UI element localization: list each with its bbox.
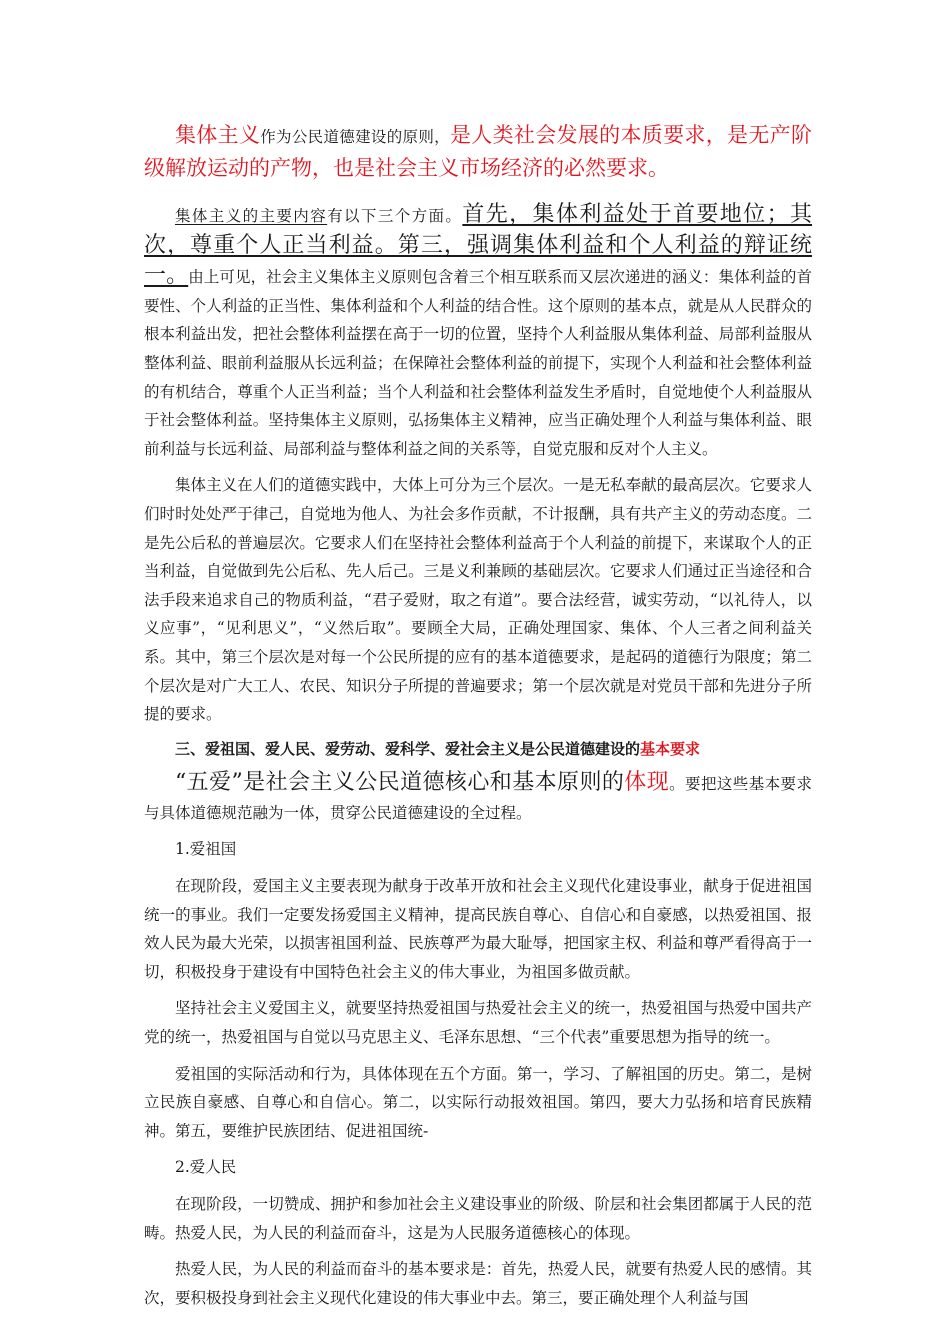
paragraph-three-levels: 集体主义在人们的道德实践中，大体上可分为三个层次。一是无私奉献的最高层次。它要求人们时时处处严于律己，自觉地为他人、为社会多作贡献，不计报酬，具有共产主义的劳动态度。二是先公后私的普遍层次。它要求人们在坚持社会整体利益高于个人利益的前提下，来谋取个人的正当利益，自觉做到先公后私、先人后己。三是义利兼顾的基础层次。它要求人们通过正当途径和合法手段来追求自己的物质利益，“君子爱财，取之有道”。要合法经营，诚实劳动，“以礼待人，以义应事”，“见利思义”，“义然后取”。要顾全大局，正确处理国家、集体、个人三者之间利益关系。其中，第三个层次是对每一个公民所提的应有的基本道德要求，是起码的道德行为限度；第二个层次是对广大工人、农民、知识分子所提的普遍要求；第一个层次就是对党员干部和先进分子所提的要求。 — [144, 476, 812, 724]
item-love-people: 2.爱人民 — [175, 1158, 237, 1177]
highlight-embodiment: 体现 — [624, 770, 670, 796]
section-heading-five-loves — [144, 735, 812, 764]
highlight-essential-requirement: 是人类社会发展的本质要求，是无产阶级解放运动的产物，也是社会主义市场经济的必然要求。 — [144, 123, 812, 180]
text-principle: 作为公民道德建设的原则， — [260, 128, 450, 146]
heading-text: 三、爱祖国、爱人民、爱劳动、爱科学、爱社会主义是公民道德建设的 — [175, 739, 641, 758]
paragraph-patriotism-practice: 爱祖国的实际活动和行为，具体体现在五个方面。第一，学习、了解祖国的历史。第二，是树立民族自豪感、自尊心和自信心。第二，以实际行动报效祖国。第四，要大力弘扬和培育民族精神。第五，要维护民族团结、促进祖国统- — [144, 1064, 812, 1140]
text-five-loves-rest: 。要把这些基本要求与具体道德规范融为一体，贯穿公民道德建设的全过程。 — [144, 775, 812, 822]
heading-highlight-basic-requirement: 基本要求 — [640, 739, 701, 758]
item-love-motherland: 1.爱祖国 — [175, 840, 237, 859]
document-page — [144, 118, 812, 1312]
underlined-main-content: 集体主义的主要内容 — [175, 207, 328, 225]
paragraph-collectivism-content — [144, 200, 812, 463]
paragraph-five-loves — [144, 769, 812, 827]
paragraph-socialist-patriotism: 坚持社会主义爱国主义，就要坚持热爱祖国与热爱社会主义的统一，热爱祖国与热爱中国共产党的统一，热爱祖国与自觉以马克思主义、毛泽东思想、“三个代表”重要思想为指导的统一。 — [144, 999, 812, 1047]
text-five-loves-core: “五爱”是社会主义公民道德核心和基本原则的 — [175, 770, 625, 796]
paragraph-patriotism-current: 在现阶段，爱国主义主要表现为献身于改革开放和社会主义现代化建设事业，献身于促进祖国统一的事业。我们一定要发扬爱国主义精神，提高民族自尊心、自信心和自豪感，以热爱祖国、报效人民为最大光荣，以损害祖国利益、民族尊严为最大耻辱，把国家主权、利益和尊严看得高于一切，积极投身于建设有中国特色社会主义的伟大事业，为祖国多做贡献。 — [144, 877, 812, 981]
text-three-aspects: 有以下三个方面。 — [327, 207, 463, 225]
paragraph-collectivism-principle — [144, 120, 812, 186]
highlight-collectivism: 集体主义 — [175, 123, 261, 147]
paragraph-love-people-requirements: 热爱人民，为人民的利益而奋斗的基本要求是：首先，热爱人民，就要有热爱人民的感情。其次，要积极投身到社会主义现代化建设的伟大事业中去。第三，要正确处理个人利益与国 — [144, 1260, 812, 1307]
paragraph-people-scope: 在现阶段，一切赞成、拥护和参加社会主义建设事业的阶级、阶层和社会集团都属于人民的范畴。热爱人民，为人民的利益而奋斗，这是为人民服务道德核心的体现。 — [144, 1195, 812, 1242]
text-explanation: 由上可见，社会主义集体主义原则包含着三个相互联系而又层次递进的涵义：集体利益的首要性、个人利益的正当性、集体利益和个人利益的结合性。这个原则的基本点，就是从人民群众的根本利益出发，把社会整体利益摆在高于一切的位置，坚持个人利益服从集体利益、局部利益服从整体利益、眼前利益服从长远利益；在保障社会整体利益的前提下，实现个人利益和社会整体利益的有机结合，尊重个人正当利益；当个人利益和社会整体利益发生矛盾时，自觉地使个人利益服从于社会整体利益。坚持集体主义原则，弘扬集体主义精神，应当正确处理个人利益与集体利益、眼前利益与长远利益、局部利益与整体利益之间的关系等，自觉克服和反对个人主义。 — [144, 268, 812, 458]
underlined-three-points: 首先，集体利益处于首要地位；其次，尊重个人正当利益。第三，强调集体利益和个人利益的辩证统一。 — [144, 202, 812, 289]
